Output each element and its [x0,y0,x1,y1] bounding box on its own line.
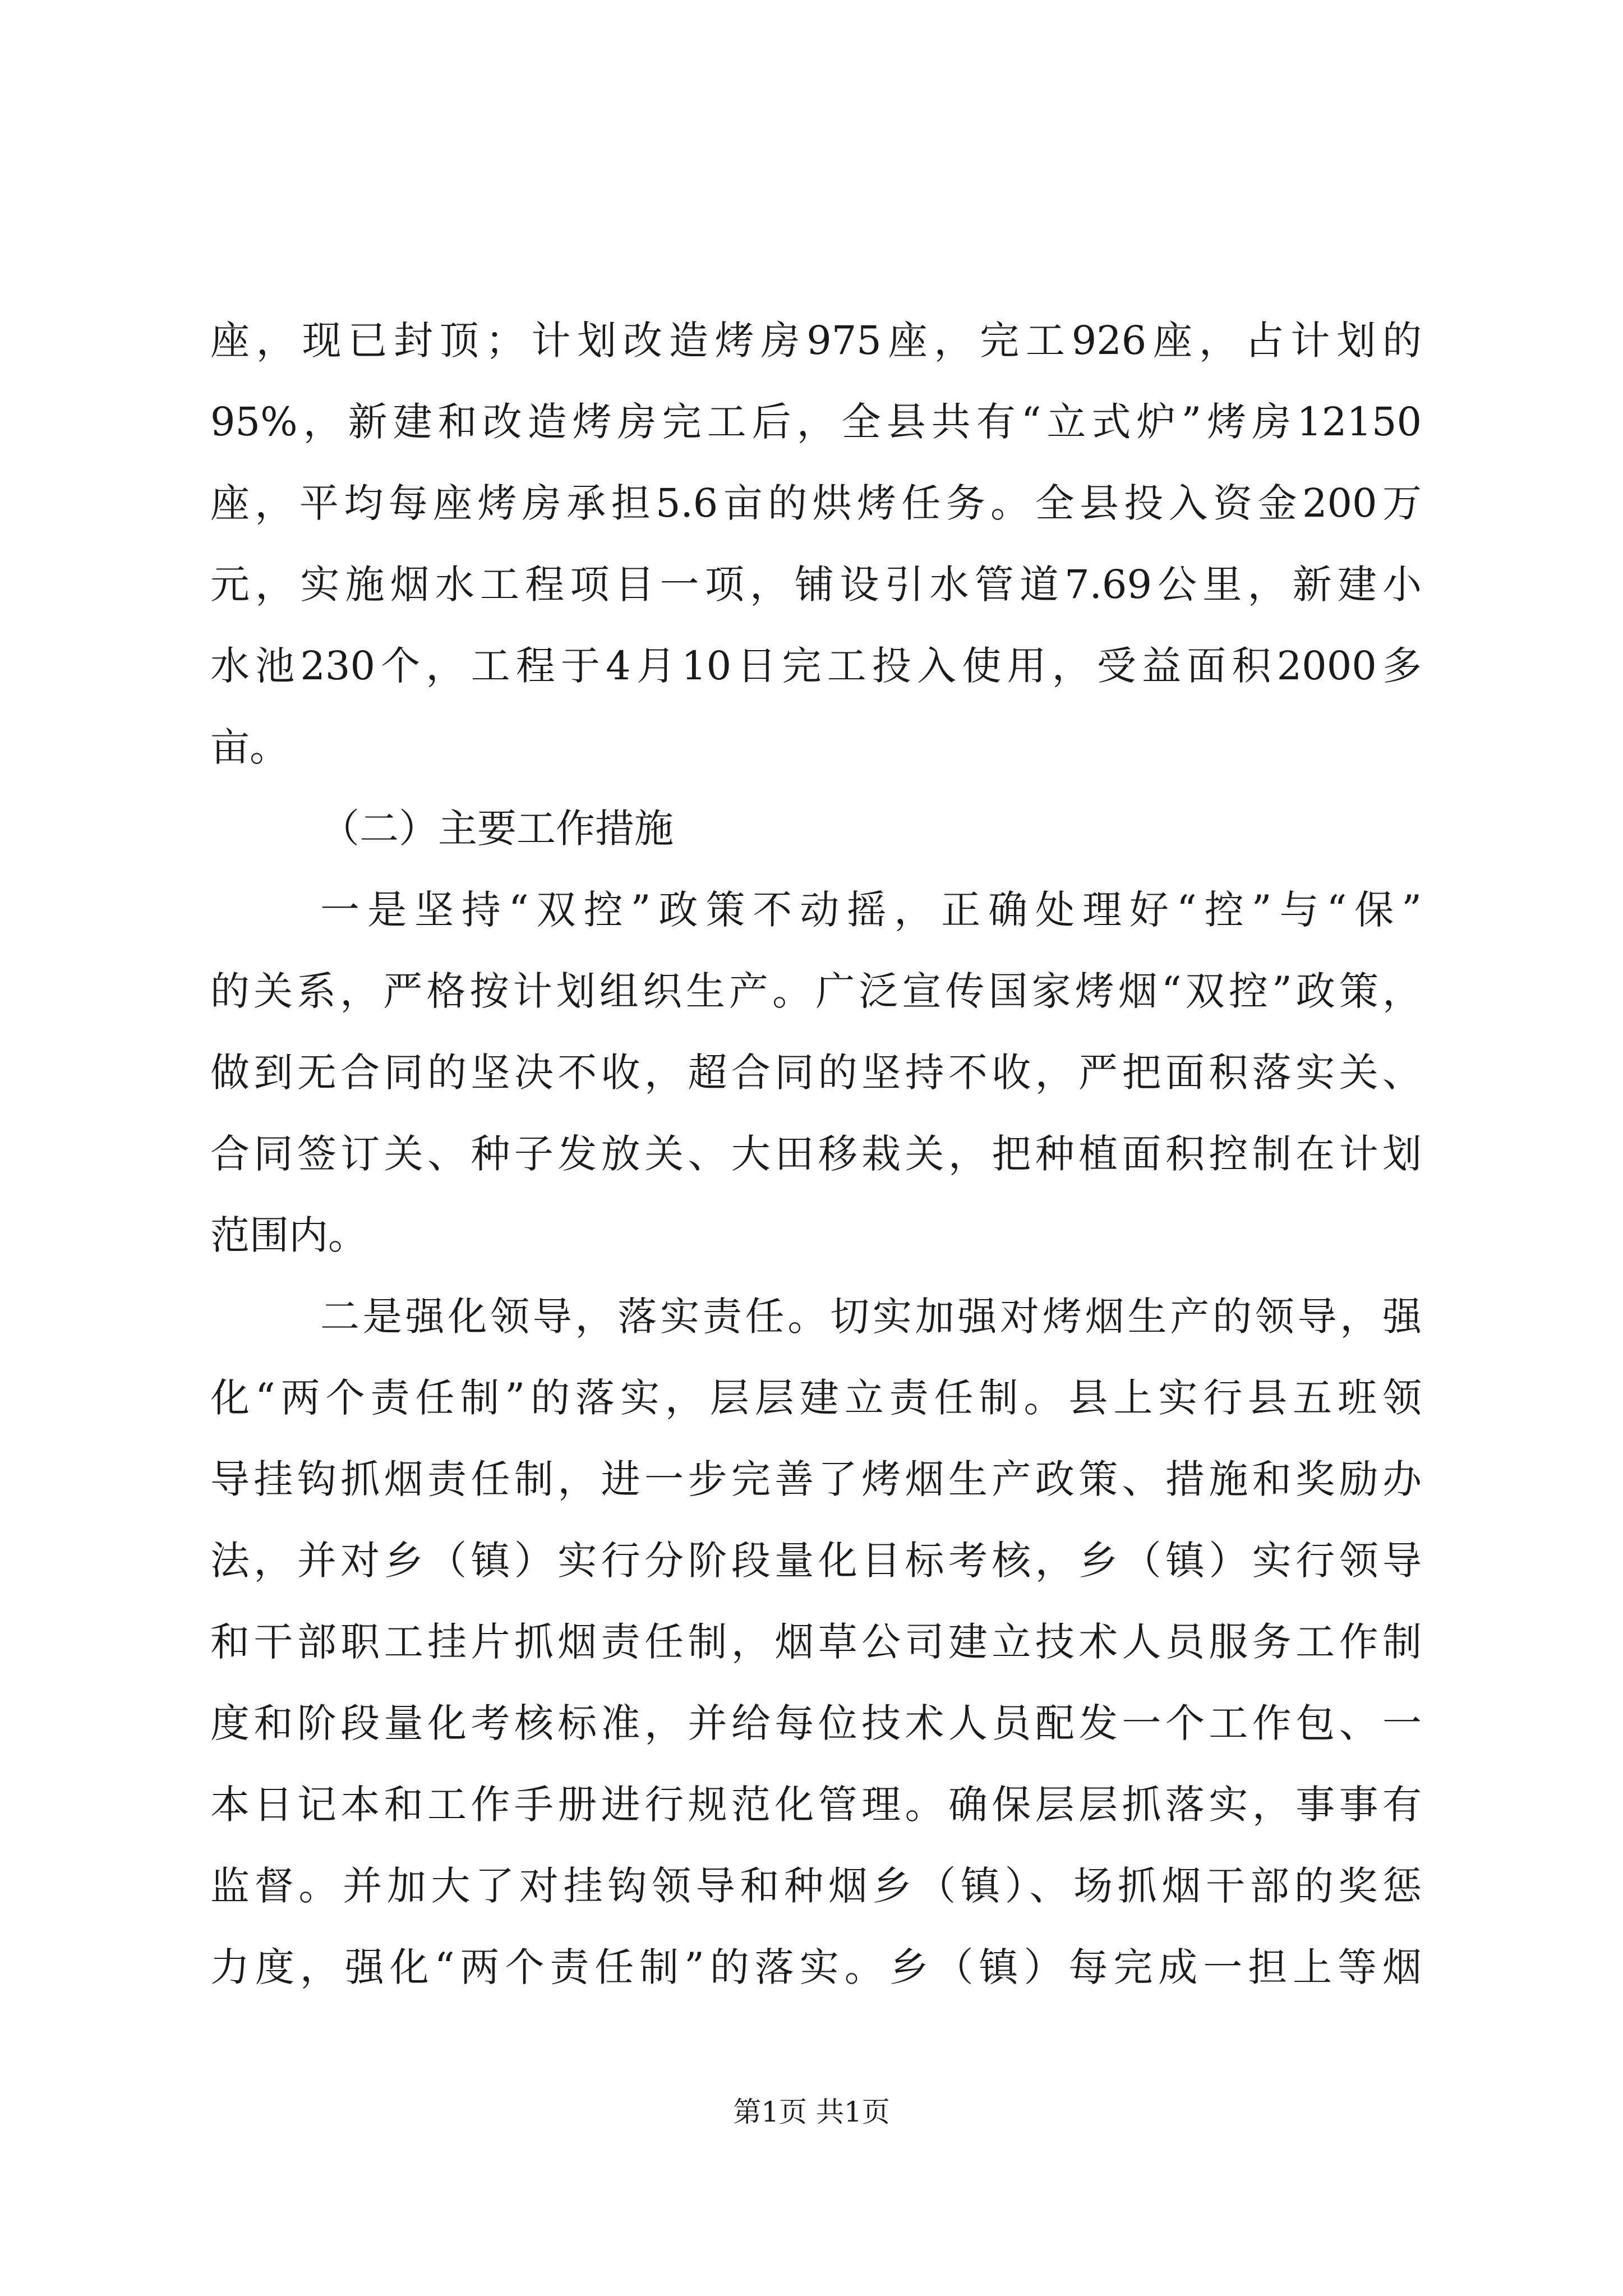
text-line: 水池230个，工程于4月10日完工投入使用，受益面积2000多 [210,643,1422,689]
text-line: 和干部职工挂片抓烟责任制，烟草公司建立技术人员服务工作制 [210,1619,1422,1665]
paragraph-first-line: 一是坚持“双控”政策不动摇，正确处理好“控”与“保” [320,887,1422,933]
text-line: 导挂钩抓烟责任制，进一步完善了烤烟生产政策、措施和奖励办 [210,1456,1422,1502]
text-line: 的关系，严格按计划组织生产。广泛宣传国家烤烟“双控”政策， [210,968,1422,1014]
text-line: 力度，强化“两个责任制”的落实。乡（镇）每完成一担上等烟 [210,1944,1422,1990]
paragraph-first-line: 二是强化领导，落实责任。切实加强对烤烟生产的领导，强 [320,1294,1422,1340]
text-line: 合同签订关、种子发放关、大田移栽关，把种植面积控制在计划 [210,1131,1422,1177]
text-line: 亩。 [210,724,289,770]
page-footer: 第1页 共1页 [733,2096,890,2128]
text-line: 范围内。 [210,1212,367,1258]
text-line: 元，实施烟水工程项目一项，铺设引水管道7.69公里，新建小 [210,562,1422,608]
text-line: 座，平均每座烤房承担5.6亩的烘烤任务。全县投入资金200万 [210,480,1422,526]
text-line: 化“两个责任制”的落实，层层建立责任制。县上实行县五班领 [210,1375,1422,1421]
text-line: 座，现已封顶；计划改造烤房975座，完工926座，占计划的 [210,318,1422,364]
text-line: 度和阶段量化考核标准，并给每位技术人员配发一个工作包、一 [210,1700,1422,1746]
text-line: 做到无合同的坚决不收，超合同的坚持不收，严把面积落实关、 [210,1050,1422,1096]
text-line: 95%，新建和改造烤房完工后，全县共有“立式炉”烤房12150 [210,399,1422,445]
text-line: 本日记本和工作手册进行规范化管理。确保层层抓落实，事事有 [210,1782,1422,1828]
section-heading: （二）主要工作措施 [320,806,674,852]
text-line: 监督。并加大了对挂钩领导和种烟乡（镇）、场抓烟干部的奖惩 [210,1863,1422,1909]
document-body [210,300,1422,2008]
text-line: 法，并对乡（镇）实行分阶段量化目标考核，乡（镇）实行领导 [210,1538,1422,1584]
